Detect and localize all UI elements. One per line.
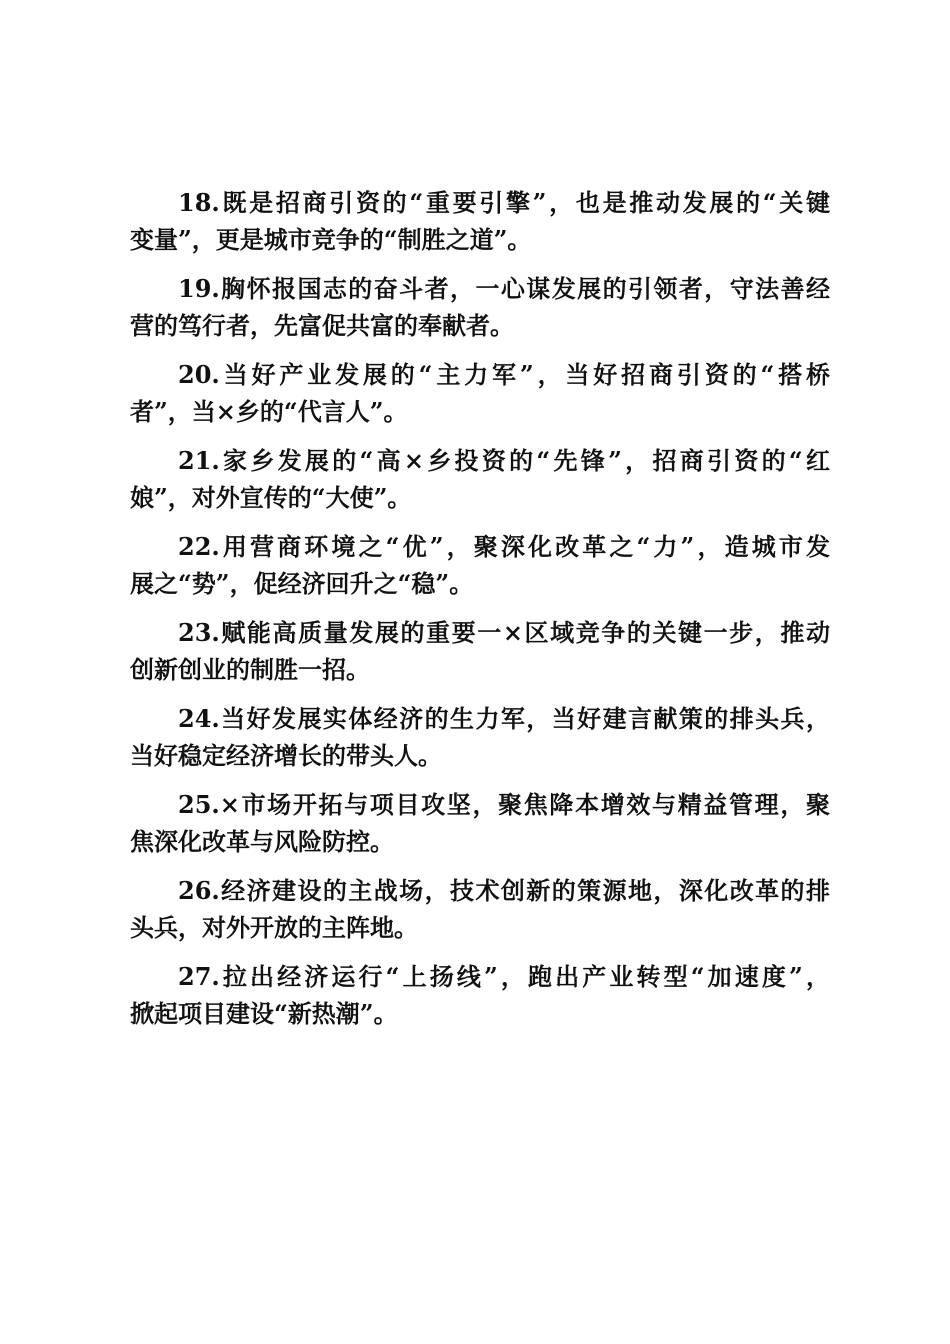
paragraph-line: 展之“势”，促经济回升之“稳”。 [130,569,474,598]
paragraph-line: 掀起项目建设“新热潮”。 [130,999,398,1028]
paragraph-line: 23.赋能高质量发展的重要一×区域竞争的关键一步，推动 [178,618,830,647]
paragraph-line: 者”，当×乡的“代言人”。 [130,397,408,426]
list-item [130,872,830,946]
paragraph-line: 27.拉出经济运行“上扬线”，跑出产业转型“加速度”， [178,962,830,991]
paragraph-line: 营的笃行者，先富促共富的奉献者。 [130,311,514,340]
paragraph-line: 24.当好发展实体经济的生力军，当好建言献策的排头兵， [178,704,830,733]
paragraph-line: 创新创业的制胜一招。 [130,655,370,684]
list-item [130,700,830,774]
list-item [130,270,830,344]
list-item [130,614,830,688]
paragraph-line: 娘”，对外宣传的“大使”。 [130,483,412,512]
paragraph-line: 19.胸怀报国志的奋斗者，一心谋发展的引领者，守法善经 [178,274,830,303]
list-item [130,528,830,602]
paragraph-line: 26.经济建设的主战场，技术创新的策源地，深化改革的排 [178,876,830,905]
list-item [130,786,830,860]
list-item [130,442,830,516]
paragraph-line: 20.当好产业发展的“主力军”，当好招商引资的“搭桥 [178,360,830,389]
document-body [130,184,830,1044]
paragraph-line: 18.既是招商引资的“重要引擎”，也是推动发展的“关键 [178,188,830,217]
paragraph-line: 22.用营商环境之“优”，聚深化改革之“力”，造城市发 [178,532,830,561]
list-item [130,356,830,430]
paragraph-line: 头兵，对外开放的主阵地。 [130,913,418,942]
paragraph-line: 当好稳定经济增长的带头人。 [130,741,442,770]
paragraph-line: 变量”，更是城市竞争的“制胜之道”。 [130,225,532,254]
paragraph-line: 21.家乡发展的“高×乡投资的“先锋”，招商引资的“红 [178,446,830,475]
list-item [130,958,830,1032]
list-item [130,184,830,258]
paragraph-line: 焦深化改革与风险防控。 [130,827,394,856]
paragraph-line: 25.×市场开拓与项目攻坚，聚焦降本增效与精益管理，聚 [178,790,830,819]
